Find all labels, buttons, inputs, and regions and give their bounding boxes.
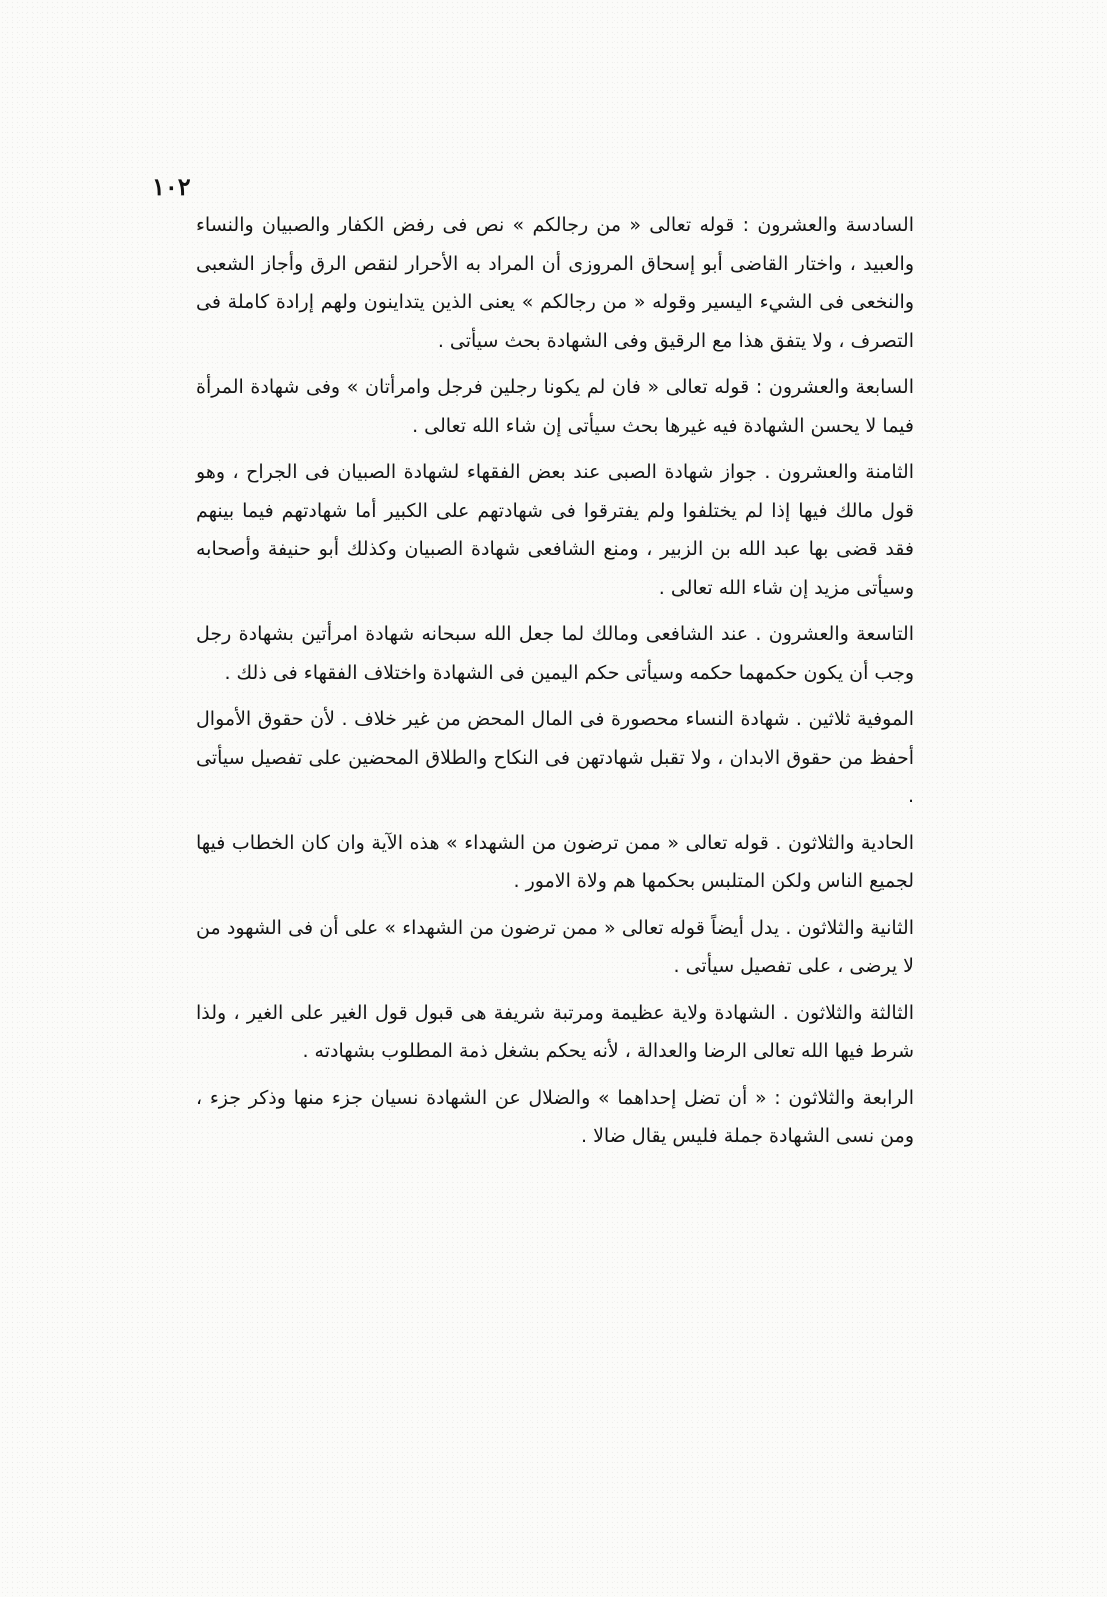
paragraph-29: التاسعة والعشرون . عند الشافعى ومالك لما جعل الله سبحانه شهادة امرأتين بشهادة رجل وجب أن يكون حكمهما حكمه وسيأتى حكم اليمين فى الشهادة واختلاف الفقهاء فى ذلك . xyxy=(196,623,914,684)
paragraph-31: الحادية والثلاثون . قوله تعالى « ممن ترضون من الشهداء » هذه الآية وان كان الخطاب فيها لجميع الناس ولكن المتلبس بحكمها هم ولاة الامور . xyxy=(196,831,914,892)
paragraph-27: السابعة والعشرون : قوله تعالى « فان لم يكونا رجلين فرجل وامرأتان » وفى شهادة المرأة فيما لا يحسن الشهادة فيه غيرها بحث سيأتى إن شاء الله تعالى . xyxy=(196,376,914,437)
paragraph-32: الثانية والثلاثون . يدل أيضاً قوله تعالى « ممن ترضون من الشهداء » على أن فى الشهود من لا يرضى ، على تفصيل سيأتى . xyxy=(196,916,914,977)
body-text xyxy=(196,206,914,1164)
paragraph-34: الرابعة والثلاثون : « أن تضل إحداهما » والضلال عن الشهادة نسيان جزء منها وذكر جزء ، ومن نسى الشهادة جملة فليس يقال ضالا . xyxy=(196,1086,914,1147)
paragraph-28: الثامنة والعشرون . جواز شهادة الصبى عند بعض الفقهاء لشهادة الصبيان فى الجراح ، وهو قول مالك فيها إذا لم يختلفوا ولم يفترقوا فى شهادتهم على الكبير أما شهادتهم فيما بينهم فقد قضى بها عبد الله بن الزبير ، ومنع الشافعى شهادة الصبيان وكذلك أبو حنيفة وأصحابه وسيأتى مزيد إن شاء الله تعالى . xyxy=(196,461,914,599)
paragraph-30: الموفية ثلاثين . شهادة النساء محصورة فى المال المحض من غير خلاف . لأن حقوق الأموال أحفظ من حقوق الابدان ، ولا تقبل شهادتهن فى النكاح والطلاق المحضين على تفصيل سيأتى . xyxy=(196,708,914,807)
paragraph-26: السادسة والعشرون : قوله تعالى « من رجالكم » نص فى رفض الكفار والصبيان والنساء والعبيد ، واختار القاضى أبو إسحاق المروزى أن المراد به الأحرار لنقص الرق وأجاز الشعبى والنخعى فى الشيء اليسير وقوله « من رجالكم » يعنى الذين يتداينون ولهم إرادة كاملة فى التصرف ، ولا يتفق هذا مع الرقيق وفى الشهادة بحث سيأتى . xyxy=(196,214,914,352)
page-number: ١٠٢ xyxy=(152,172,191,201)
paragraph-33: الثالثة والثلاثون . الشهادة ولاية عظيمة ومرتبة شريفة هى قبول قول الغير على الغير ، ولذا شرط فيها الله تعالى الرضا والعدالة ، لأنه يحكم بشغل ذمة المطلوب بشهادته . xyxy=(196,1001,914,1062)
